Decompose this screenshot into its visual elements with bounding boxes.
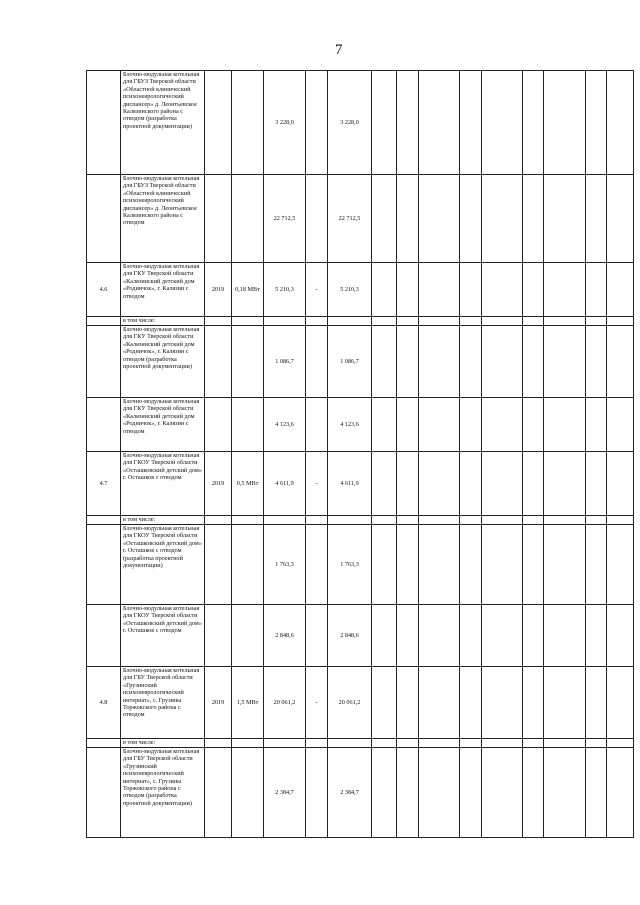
row-number-cell: [87, 748, 121, 838]
empty-cell: [544, 605, 586, 667]
empty-cell: [523, 748, 544, 838]
empty-cell: [372, 516, 397, 525]
dash-cell: -: [306, 263, 328, 317]
capacity-cell: [232, 326, 264, 398]
empty-cell: [586, 667, 607, 739]
year-cell: [205, 748, 232, 838]
object-name-cell: Блочно-модульная котельная для ГКОУ Тверской области «Осташковский детский дом» г. Осташков с отводом: [121, 452, 205, 516]
empty-cell: [397, 525, 419, 605]
capacity-cell: 0,18 МВт: [232, 263, 264, 317]
empty-cell: [607, 667, 634, 739]
empty-cell: [372, 326, 397, 398]
object-name-cell: в том числе:: [121, 317, 205, 326]
capacity-cell: [232, 739, 264, 748]
empty-cell: [397, 452, 419, 516]
empty-cell: [482, 516, 523, 525]
empty-cell: [523, 525, 544, 605]
object-name-cell: Блочно-модульная котельная для ГКОУ Тверской области «Осташковский детский дом» г. Осташков с отводом (разработка проектной документации): [121, 525, 205, 605]
amount-cell: [328, 739, 372, 748]
empty-cell: [544, 317, 586, 326]
empty-cell: [460, 317, 482, 326]
year-cell: [205, 317, 232, 326]
table-row: [87, 326, 634, 398]
empty-cell: [586, 516, 607, 525]
total-cost-cell: 5 210,3: [264, 263, 306, 317]
empty-cell: [397, 739, 419, 748]
empty-cell: [523, 71, 544, 175]
empty-cell: [372, 748, 397, 838]
table-row: [87, 71, 634, 175]
empty-cell: [482, 398, 523, 452]
object-name-cell: Блочно-модульная котельная для ГБУЗ Тверской области «Областной клинический психоневрологический диспансер» д. Леонтьевское Калязинского района с отводом: [121, 175, 205, 263]
empty-cell: [586, 317, 607, 326]
empty-cell: [523, 667, 544, 739]
capacity-cell: 1,5 МВт: [232, 667, 264, 739]
empty-cell: [544, 398, 586, 452]
empty-cell: [544, 748, 586, 838]
table-row: [87, 667, 634, 739]
row-number-cell: 4.8: [87, 667, 121, 739]
empty-cell: [397, 175, 419, 263]
empty-cell: [586, 398, 607, 452]
dash-cell: [306, 71, 328, 175]
empty-cell: [544, 452, 586, 516]
empty-cell: [586, 263, 607, 317]
empty-cell: [372, 452, 397, 516]
table-row: [87, 263, 634, 317]
empty-cell: [460, 605, 482, 667]
empty-cell: [523, 175, 544, 263]
empty-cell: [482, 326, 523, 398]
empty-cell: [397, 398, 419, 452]
capacity-cell: [232, 71, 264, 175]
empty-cell: [523, 398, 544, 452]
dash-cell: [306, 525, 328, 605]
amount-cell: 2 848,6: [328, 605, 372, 667]
empty-cell: [419, 263, 460, 317]
year-cell: [205, 605, 232, 667]
amount-cell: 22 712,5: [328, 175, 372, 263]
empty-cell: [397, 317, 419, 326]
year-cell: [205, 525, 232, 605]
empty-cell: [607, 605, 634, 667]
empty-cell: [523, 326, 544, 398]
empty-cell: [544, 71, 586, 175]
empty-cell: [460, 739, 482, 748]
year-cell: [205, 516, 232, 525]
row-number-cell: 4.6: [87, 263, 121, 317]
total-cost-cell: 2 384,7: [264, 748, 306, 838]
dash-cell: [306, 748, 328, 838]
capacity-cell: [232, 317, 264, 326]
empty-cell: [523, 516, 544, 525]
year-cell: 2019: [205, 667, 232, 739]
empty-cell: [607, 452, 634, 516]
empty-cell: [460, 175, 482, 263]
capacity-cell: [232, 175, 264, 263]
table-row: [87, 605, 634, 667]
empty-cell: [419, 175, 460, 263]
empty-cell: [397, 605, 419, 667]
empty-cell: [397, 748, 419, 838]
empty-cell: [372, 175, 397, 263]
empty-cell: [397, 667, 419, 739]
total-cost-cell: 1 763,3: [264, 525, 306, 605]
empty-cell: [544, 263, 586, 317]
row-number-cell: [87, 516, 121, 525]
amount-cell: 1 763,3: [328, 525, 372, 605]
empty-cell: [372, 667, 397, 739]
empty-cell: [482, 452, 523, 516]
row-number-cell: [87, 317, 121, 326]
empty-cell: [607, 525, 634, 605]
empty-cell: [460, 263, 482, 317]
row-number-cell: [87, 398, 121, 452]
empty-cell: [419, 516, 460, 525]
empty-cell: [523, 452, 544, 516]
empty-cell: [397, 71, 419, 175]
year-cell: [205, 326, 232, 398]
object-name-cell: Блочно-модульная котельная для ГКОУ Тверской области «Осташковский детский дом» г. Осташков с отводом: [121, 605, 205, 667]
row-number-cell: 4.7: [87, 452, 121, 516]
capacity-cell: [232, 516, 264, 525]
empty-cell: [544, 739, 586, 748]
dash-cell: [306, 516, 328, 525]
capacity-cell: [232, 525, 264, 605]
empty-cell: [544, 525, 586, 605]
empty-cell: [482, 748, 523, 838]
empty-cell: [586, 525, 607, 605]
empty-cell: [586, 748, 607, 838]
empty-cell: [482, 317, 523, 326]
object-name-cell: Блочно-модульная котельная для ГКУ Тверской области «Калязинский детский дом «Родничок», г. Калязин с отводом: [121, 263, 205, 317]
empty-cell: [544, 326, 586, 398]
year-cell: 2019: [205, 452, 232, 516]
capacity-cell: 0,5 МВт: [232, 452, 264, 516]
empty-cell: [460, 516, 482, 525]
empty-cell: [523, 263, 544, 317]
object-name-cell: в том числе:: [121, 739, 205, 748]
table-row: [87, 317, 634, 326]
empty-cell: [482, 667, 523, 739]
table-row: [87, 739, 634, 748]
dash-cell: [306, 605, 328, 667]
empty-cell: [419, 748, 460, 838]
amount-cell: [328, 516, 372, 525]
amount-cell: 1 086,7: [328, 326, 372, 398]
empty-cell: [544, 667, 586, 739]
page-number: 7: [335, 42, 343, 58]
empty-cell: [607, 516, 634, 525]
year-cell: [205, 739, 232, 748]
empty-cell: [372, 317, 397, 326]
table-row: [87, 748, 634, 838]
dash-cell: -: [306, 667, 328, 739]
empty-cell: [460, 398, 482, 452]
empty-cell: [482, 263, 523, 317]
empty-cell: [460, 667, 482, 739]
empty-cell: [607, 739, 634, 748]
empty-cell: [419, 452, 460, 516]
amount-cell: 4 611,9: [328, 452, 372, 516]
empty-cell: [372, 605, 397, 667]
empty-cell: [460, 748, 482, 838]
row-number-cell: [87, 326, 121, 398]
year-cell: 2019: [205, 263, 232, 317]
table-row: [87, 398, 634, 452]
empty-cell: [419, 398, 460, 452]
empty-cell: [372, 71, 397, 175]
empty-cell: [460, 452, 482, 516]
empty-cell: [586, 452, 607, 516]
empty-cell: [372, 263, 397, 317]
empty-cell: [607, 748, 634, 838]
funding-table: [86, 70, 634, 838]
total-cost-cell: 22 712,5: [264, 175, 306, 263]
year-cell: [205, 71, 232, 175]
empty-cell: [607, 71, 634, 175]
empty-cell: [523, 739, 544, 748]
total-cost-cell: [264, 317, 306, 326]
dash-cell: [306, 175, 328, 263]
empty-cell: [372, 398, 397, 452]
empty-cell: [544, 175, 586, 263]
row-number-cell: [87, 71, 121, 175]
empty-cell: [482, 71, 523, 175]
row-number-cell: [87, 525, 121, 605]
empty-cell: [460, 525, 482, 605]
dash-cell: [306, 739, 328, 748]
capacity-cell: [232, 398, 264, 452]
capacity-cell: [232, 748, 264, 838]
empty-cell: [544, 516, 586, 525]
empty-cell: [586, 326, 607, 398]
empty-cell: [419, 71, 460, 175]
empty-cell: [482, 525, 523, 605]
total-cost-cell: [264, 739, 306, 748]
empty-cell: [586, 175, 607, 263]
object-name-cell: Блочно-модульная котельная для ГБУЗ Тверской области «Областной клинический психоневрологический диспансер» д. Леонтьевское Калязинского района с отводом (разработка проектной документации): [121, 71, 205, 175]
object-name-cell: в том числе:: [121, 516, 205, 525]
empty-cell: [419, 525, 460, 605]
amount-cell: 3 228,0: [328, 71, 372, 175]
empty-cell: [397, 516, 419, 525]
empty-cell: [460, 71, 482, 175]
empty-cell: [607, 263, 634, 317]
empty-cell: [607, 326, 634, 398]
empty-cell: [607, 175, 634, 263]
empty-cell: [419, 317, 460, 326]
row-number-cell: [87, 605, 121, 667]
empty-cell: [419, 326, 460, 398]
total-cost-cell: [264, 516, 306, 525]
year-cell: [205, 175, 232, 263]
total-cost-cell: 2 848,6: [264, 605, 306, 667]
amount-cell: [328, 317, 372, 326]
amount-cell: 4 123,6: [328, 398, 372, 452]
empty-cell: [607, 317, 634, 326]
empty-cell: [586, 739, 607, 748]
total-cost-cell: 4 123,6: [264, 398, 306, 452]
empty-cell: [419, 605, 460, 667]
empty-cell: [523, 317, 544, 326]
dash-cell: [306, 398, 328, 452]
empty-cell: [419, 739, 460, 748]
object-name-cell: Блочно-модульная котельная для ГКУ Тверской области «Калязинский детский дом «Родничок», г. Калязин с отводом: [121, 398, 205, 452]
dash-cell: [306, 326, 328, 398]
total-cost-cell: 20 061,2: [264, 667, 306, 739]
empty-cell: [397, 263, 419, 317]
empty-cell: [397, 326, 419, 398]
empty-cell: [482, 605, 523, 667]
object-name-cell: Блочно-модульная котельная для ГБУ Тверской области «Грузинский психоневрологический интернат», с. Грузины Торжокского района с отводом (разработка проектной документации): [121, 748, 205, 838]
empty-cell: [482, 175, 523, 263]
empty-cell: [482, 739, 523, 748]
amount-cell: 5 210,3: [328, 263, 372, 317]
table-row: [87, 452, 634, 516]
empty-cell: [419, 667, 460, 739]
table-row: [87, 516, 634, 525]
empty-cell: [372, 525, 397, 605]
object-name-cell: Блочно-модульная котельная для ГБУ Тверской области «Грузинский психоневрологический интернат», с. Грузины Торжокского района с отводом: [121, 667, 205, 739]
total-cost-cell: 3 228,0: [264, 71, 306, 175]
row-number-cell: [87, 739, 121, 748]
empty-cell: [586, 71, 607, 175]
amount-cell: 2 384,7: [328, 748, 372, 838]
year-cell: [205, 398, 232, 452]
total-cost-cell: 4 611,9: [264, 452, 306, 516]
total-cost-cell: 1 086,7: [264, 326, 306, 398]
empty-cell: [460, 326, 482, 398]
empty-cell: [372, 739, 397, 748]
dash-cell: -: [306, 452, 328, 516]
empty-cell: [586, 605, 607, 667]
row-number-cell: [87, 175, 121, 263]
table-row: [87, 525, 634, 605]
capacity-cell: [232, 605, 264, 667]
object-name-cell: Блочно-модульная котельная для ГКУ Тверской области «Калязинский детский дом «Родничок», г. Калязин с отводом (разработка проектной документации): [121, 326, 205, 398]
dash-cell: [306, 317, 328, 326]
empty-cell: [607, 398, 634, 452]
empty-cell: [523, 605, 544, 667]
table-row: [87, 175, 634, 263]
amount-cell: 20 061,2: [328, 667, 372, 739]
